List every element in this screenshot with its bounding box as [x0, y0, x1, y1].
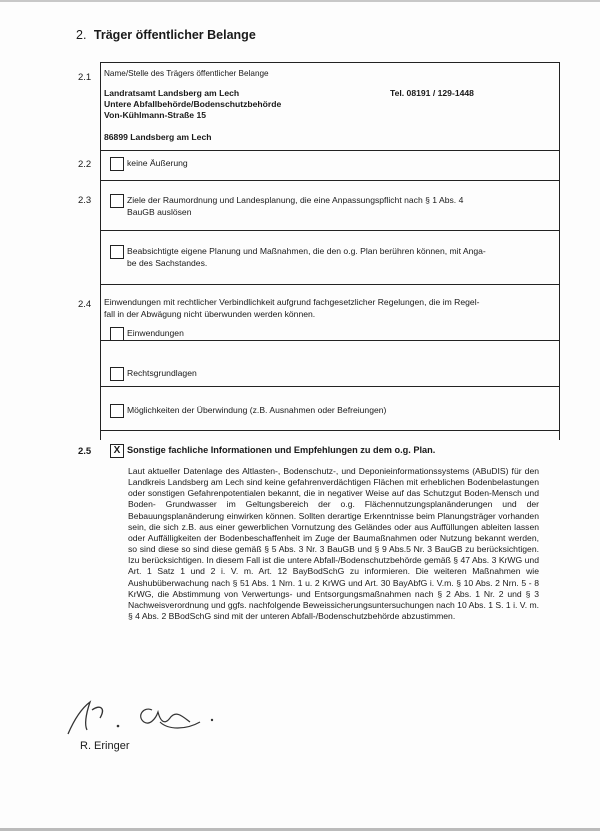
row-number-2-3: 2.3	[78, 195, 92, 206]
option-raumordnung-line2: BauGB auslösen	[127, 207, 192, 217]
option-rechtsgrundlagen: Rechtsgrundlagen	[127, 368, 197, 378]
section-title: Träger öffentlicher Belange	[93, 28, 256, 42]
org-city: 86899 Landsberg am Lech	[104, 132, 212, 142]
option-eigene-planung-line2: be des Sachstandes.	[127, 258, 208, 268]
section-number: 2.	[76, 28, 87, 42]
org-phone: Tel. 08191 / 129-1448	[390, 88, 474, 98]
rule-top	[100, 62, 560, 63]
checkbox-sonstige-informationen[interactable]: X	[110, 444, 124, 458]
checkbox-raumordnung[interactable]	[110, 194, 124, 208]
option-eigene-planung-line1: Beabsichtigte eigene Planung und Maßnahmen, die den o.g. Plan berühren können, mit Anga-	[127, 246, 486, 256]
org-street: Von-Kühlmann-Straße 15	[104, 110, 207, 120]
row-number-2-4: 2.4	[78, 299, 92, 310]
frame-right-upper	[559, 62, 560, 440]
rule-2-3b	[100, 284, 560, 285]
sonstige-informationen-title: Sonstige fachliche Informationen und Empfehlungen zu dem o.g. Plan.	[127, 445, 436, 455]
section-heading	[76, 28, 256, 42]
option-raumordnung-line1: Ziele der Raumordnung und Landesplanung, die eine Anpassungspflicht nach § 1 Abs. 4	[127, 195, 464, 205]
handwritten-signature	[60, 696, 230, 738]
frame-left-upper	[100, 62, 101, 440]
rule-2-4c	[100, 430, 560, 431]
checkbox-rechtsgrundlagen[interactable]	[110, 367, 124, 381]
scan-edge-top	[0, 0, 600, 2]
sonstige-informationen-body: Laut aktueller Datenlage des Altlasten-, Bodenschutz-, und Deponieinformationssystems (ABuDIS) für den Landkreis Landsberg am Lech sind keine gefahrenverdächtigen Flächen mit erheblichen Bodenbelastungen oder sonstigen Gefahrenpotentialen bekannt, die in negativer Weise auf das Schutzgut Boden-Mensch und Boden- Grundwasser im Geltungsbereich der o.g. Flächennutzungsplanänderungen und der Bebauungsplanänderung einwirken können. Sollten derartige Erkenntnisse beim Planungsträger vorhanden sein, die sich z.B. aus einer gewerblichen Vornutzung des Geländes oder aus Auffüllungen ableiten lassen oder Auffälligkeiten der Bodenbeschaffenheit im Zuge der Baumaßnahmen oder Nutzung bekannt werden, so sind diese so sind diese gemäß § 5 Abs. 3 Nr. 3 BauGB und § 9 Abs.5 Nr. 3 BauGB zu berücksichtigen. Izu berücksichtigen. In diesem Fall ist die untere Abfall-/Bodenschutzbehörde gemäß § 47 Abs. 3 KrWG und Art. 1 Satz 1 und 2 i. V. m. Art. 12 BayBodSchG zu informieren. Die weiteren Maßnahmen wie Aushubüberwachung nach § 51 Abs. 1 Nrn. 1 u. 2 KrWG und Art. 30 BayAbfG i. V.m. § 10 Abs. 2 Nrn. 5 - 8 KrWG, die Abstimmung von Verwertungs- und Entsorgungsmaßnahmen nach § 2 Abs. 1 Nr. 2 und § 3 Nachweisverordnung und ggfs. nachfolgende Beweissicherungsuntersuchungen nach 10 Abs. 1 S. 1 i. V. m. § 4 Abs. 2 BBodSchG sind mit der unteren Abfall-/Bodenschutzbehörde abzustimmen.	[128, 466, 540, 622]
rule-2-1	[100, 150, 560, 151]
signatory-name: R. Eringer	[80, 740, 130, 752]
row-number-2-5: 2.5	[78, 446, 92, 457]
rule-2-4a	[100, 340, 560, 341]
option-einwendungen: Einwendungen	[127, 328, 184, 338]
field-label-name: Name/Stelle des Trägers öffentlicher Belange	[104, 69, 269, 78]
checkbox-einwendungen[interactable]	[110, 327, 124, 341]
einwendungen-intro-line2: fall in der Abwägung nicht überwunden werden können.	[104, 309, 316, 319]
rule-2-4b	[100, 386, 560, 387]
org-department: Untere Abfallbehörde/Bodenschutzbehörde	[104, 99, 282, 109]
checkbox-eigene-planung[interactable]	[110, 245, 124, 259]
rule-2-2	[100, 180, 560, 181]
checkbox-ueberwindung[interactable]	[110, 404, 124, 418]
rule-2-3a	[100, 230, 560, 231]
org-name: Landratsamt Landsberg am Lech	[104, 88, 240, 98]
option-keine-aeusserung: keine Äußerung	[127, 158, 188, 168]
einwendungen-intro-line1: Einwendungen mit rechtlicher Verbindlichkeit aufgrund fachgesetzlicher Regelungen, die im Regel-	[104, 297, 480, 307]
checkbox-keine-aeusserung[interactable]	[110, 157, 124, 171]
row-number-2-1: 2.1	[78, 72, 92, 83]
option-ueberwindung: Möglichkeiten der Überwindung (z.B. Ausnahmen oder Befreiungen)	[127, 405, 387, 415]
row-number-2-2: 2.2	[78, 159, 92, 170]
